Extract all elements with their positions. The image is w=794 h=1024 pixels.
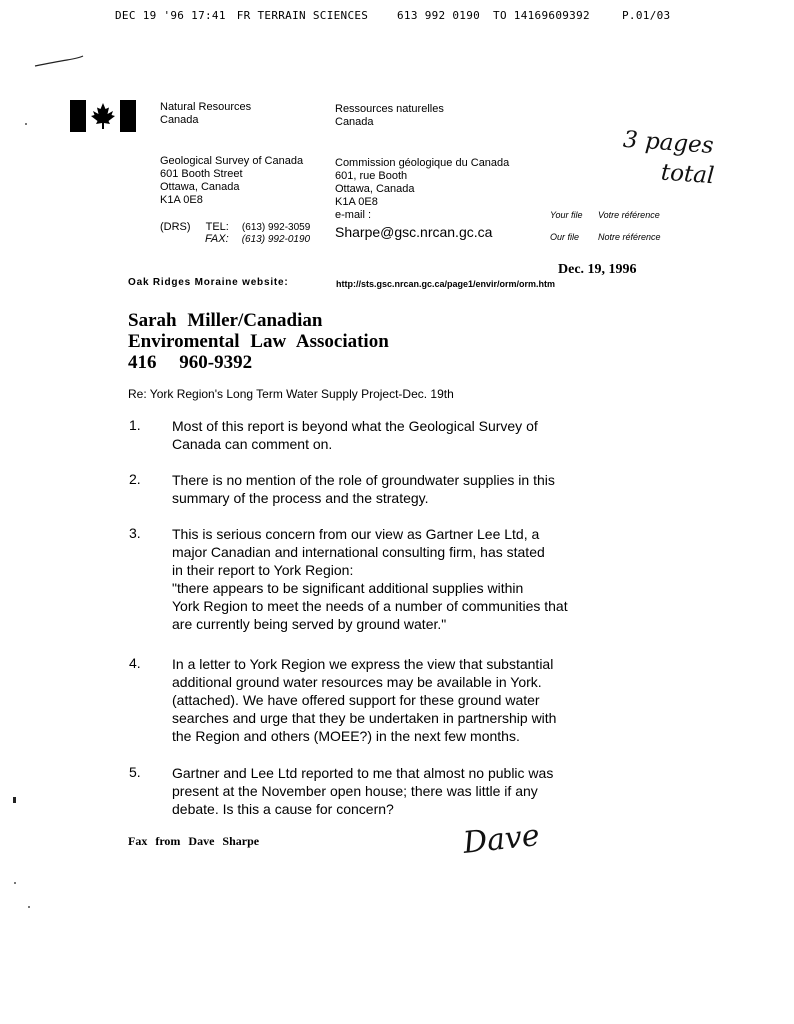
item-number: 2. bbox=[129, 471, 141, 487]
handwritten-page-note: 3 pages total bbox=[622, 126, 716, 190]
scan-speck bbox=[13, 797, 16, 803]
votre-reference-label: Votre référence bbox=[598, 210, 660, 220]
fax-numbers bbox=[397, 9, 590, 22]
recipient-fax-number: 416 960-9392 bbox=[128, 352, 253, 373]
item-number: 5. bbox=[129, 764, 141, 780]
subject-line: Re: York Region's Long Term Water Supply Project-Dec. 19th bbox=[128, 387, 454, 401]
closing-line: Fax from Dave Sharpe bbox=[128, 834, 260, 848]
fax-number: (613) 992-0190 bbox=[241, 234, 311, 245]
fax-date-time: DEC 19 '96 17:41 bbox=[115, 9, 226, 22]
recipient-organization: Enviromental Law Association bbox=[128, 331, 389, 352]
fax-from-number: 613 992 0190 bbox=[397, 9, 481, 22]
item-text: This is serious concern from our view as Gartner Lee Ltd, a major Canadian and international consulting firm, has stated in their report to York Region: "there appears to be significant additional supplies within York Region to meet the needs of a number of communities that are currently being served by ground water." bbox=[172, 526, 568, 632]
item-number: 3. bbox=[129, 525, 141, 541]
website-label: Oak Ridges Moraine website: bbox=[128, 277, 289, 288]
website-link[interactable]: http://sts.gsc.nrcan.gc.ca/page1/envir/orm/orm.htm bbox=[336, 279, 556, 289]
drs-label: (DRS) bbox=[160, 221, 191, 233]
scan-speck bbox=[28, 906, 30, 908]
scan-speck bbox=[14, 882, 16, 884]
your-file-label: Your file bbox=[550, 210, 583, 220]
item-number: 1. bbox=[129, 417, 141, 433]
fax-to: TO 14169609392 bbox=[493, 9, 590, 22]
tel-label: TEL: bbox=[205, 221, 229, 233]
address-fr: Commission géologique du Canada 601, rue Booth Ottawa, Canada K1A 0E8 e-mail : bbox=[335, 157, 510, 221]
email-address: Sharpe@gsc.nrcan.gc.ca bbox=[335, 224, 493, 240]
recipient-name: Sarah Miller/Canadian bbox=[128, 310, 323, 331]
email-label: e-mail : bbox=[335, 209, 372, 221]
fax-from: FR TERRAIN SCIENCES bbox=[236, 9, 369, 22]
fax-page-number: P.01/03 bbox=[622, 9, 671, 22]
item-number: 4. bbox=[129, 655, 141, 671]
scan-speck bbox=[25, 123, 27, 125]
fax-header bbox=[115, 9, 368, 22]
notre-reference-label: Notre référence bbox=[598, 232, 661, 242]
tel-number: (613) 992-3059 bbox=[241, 222, 311, 233]
signature: Dave bbox=[461, 818, 542, 861]
item-text: In a letter to York Region we express the view that substantial additional ground water resources may be available in York. (attached). We have offered support for these ground water searches and urge that they be undertaken in partnership with the Region and others (MOEE?) in the next few months. bbox=[172, 656, 557, 744]
canada-flag-icon bbox=[70, 100, 136, 132]
dept-name-en: Natural Resources Canada bbox=[160, 101, 252, 126]
item-text: Most of this report is beyond what the Geological Survey of Canada can comment on. bbox=[172, 418, 538, 452]
address-en: Geological Survey of Canada 601 Booth Street Ottawa, Canada K1A 0E8 bbox=[160, 155, 304, 206]
item-text: Gartner and Lee Ltd reported to me that almost no public was present at the November open house; there was little if any debate. Is this a cause for concern? bbox=[172, 765, 554, 817]
letter-date: Dec. 19, 1996 bbox=[558, 262, 637, 277]
fax-label: FAX: bbox=[205, 233, 229, 245]
item-text: There is no mention of the role of groundwater supplies in this summary of the process and the strategy. bbox=[172, 472, 555, 506]
recipient-block bbox=[128, 310, 389, 373]
dept-name-fr: Ressources naturelles Canada bbox=[335, 103, 444, 128]
our-file-label: Our file bbox=[550, 232, 580, 242]
scan-mark bbox=[33, 54, 85, 70]
fax-line bbox=[205, 233, 310, 246]
